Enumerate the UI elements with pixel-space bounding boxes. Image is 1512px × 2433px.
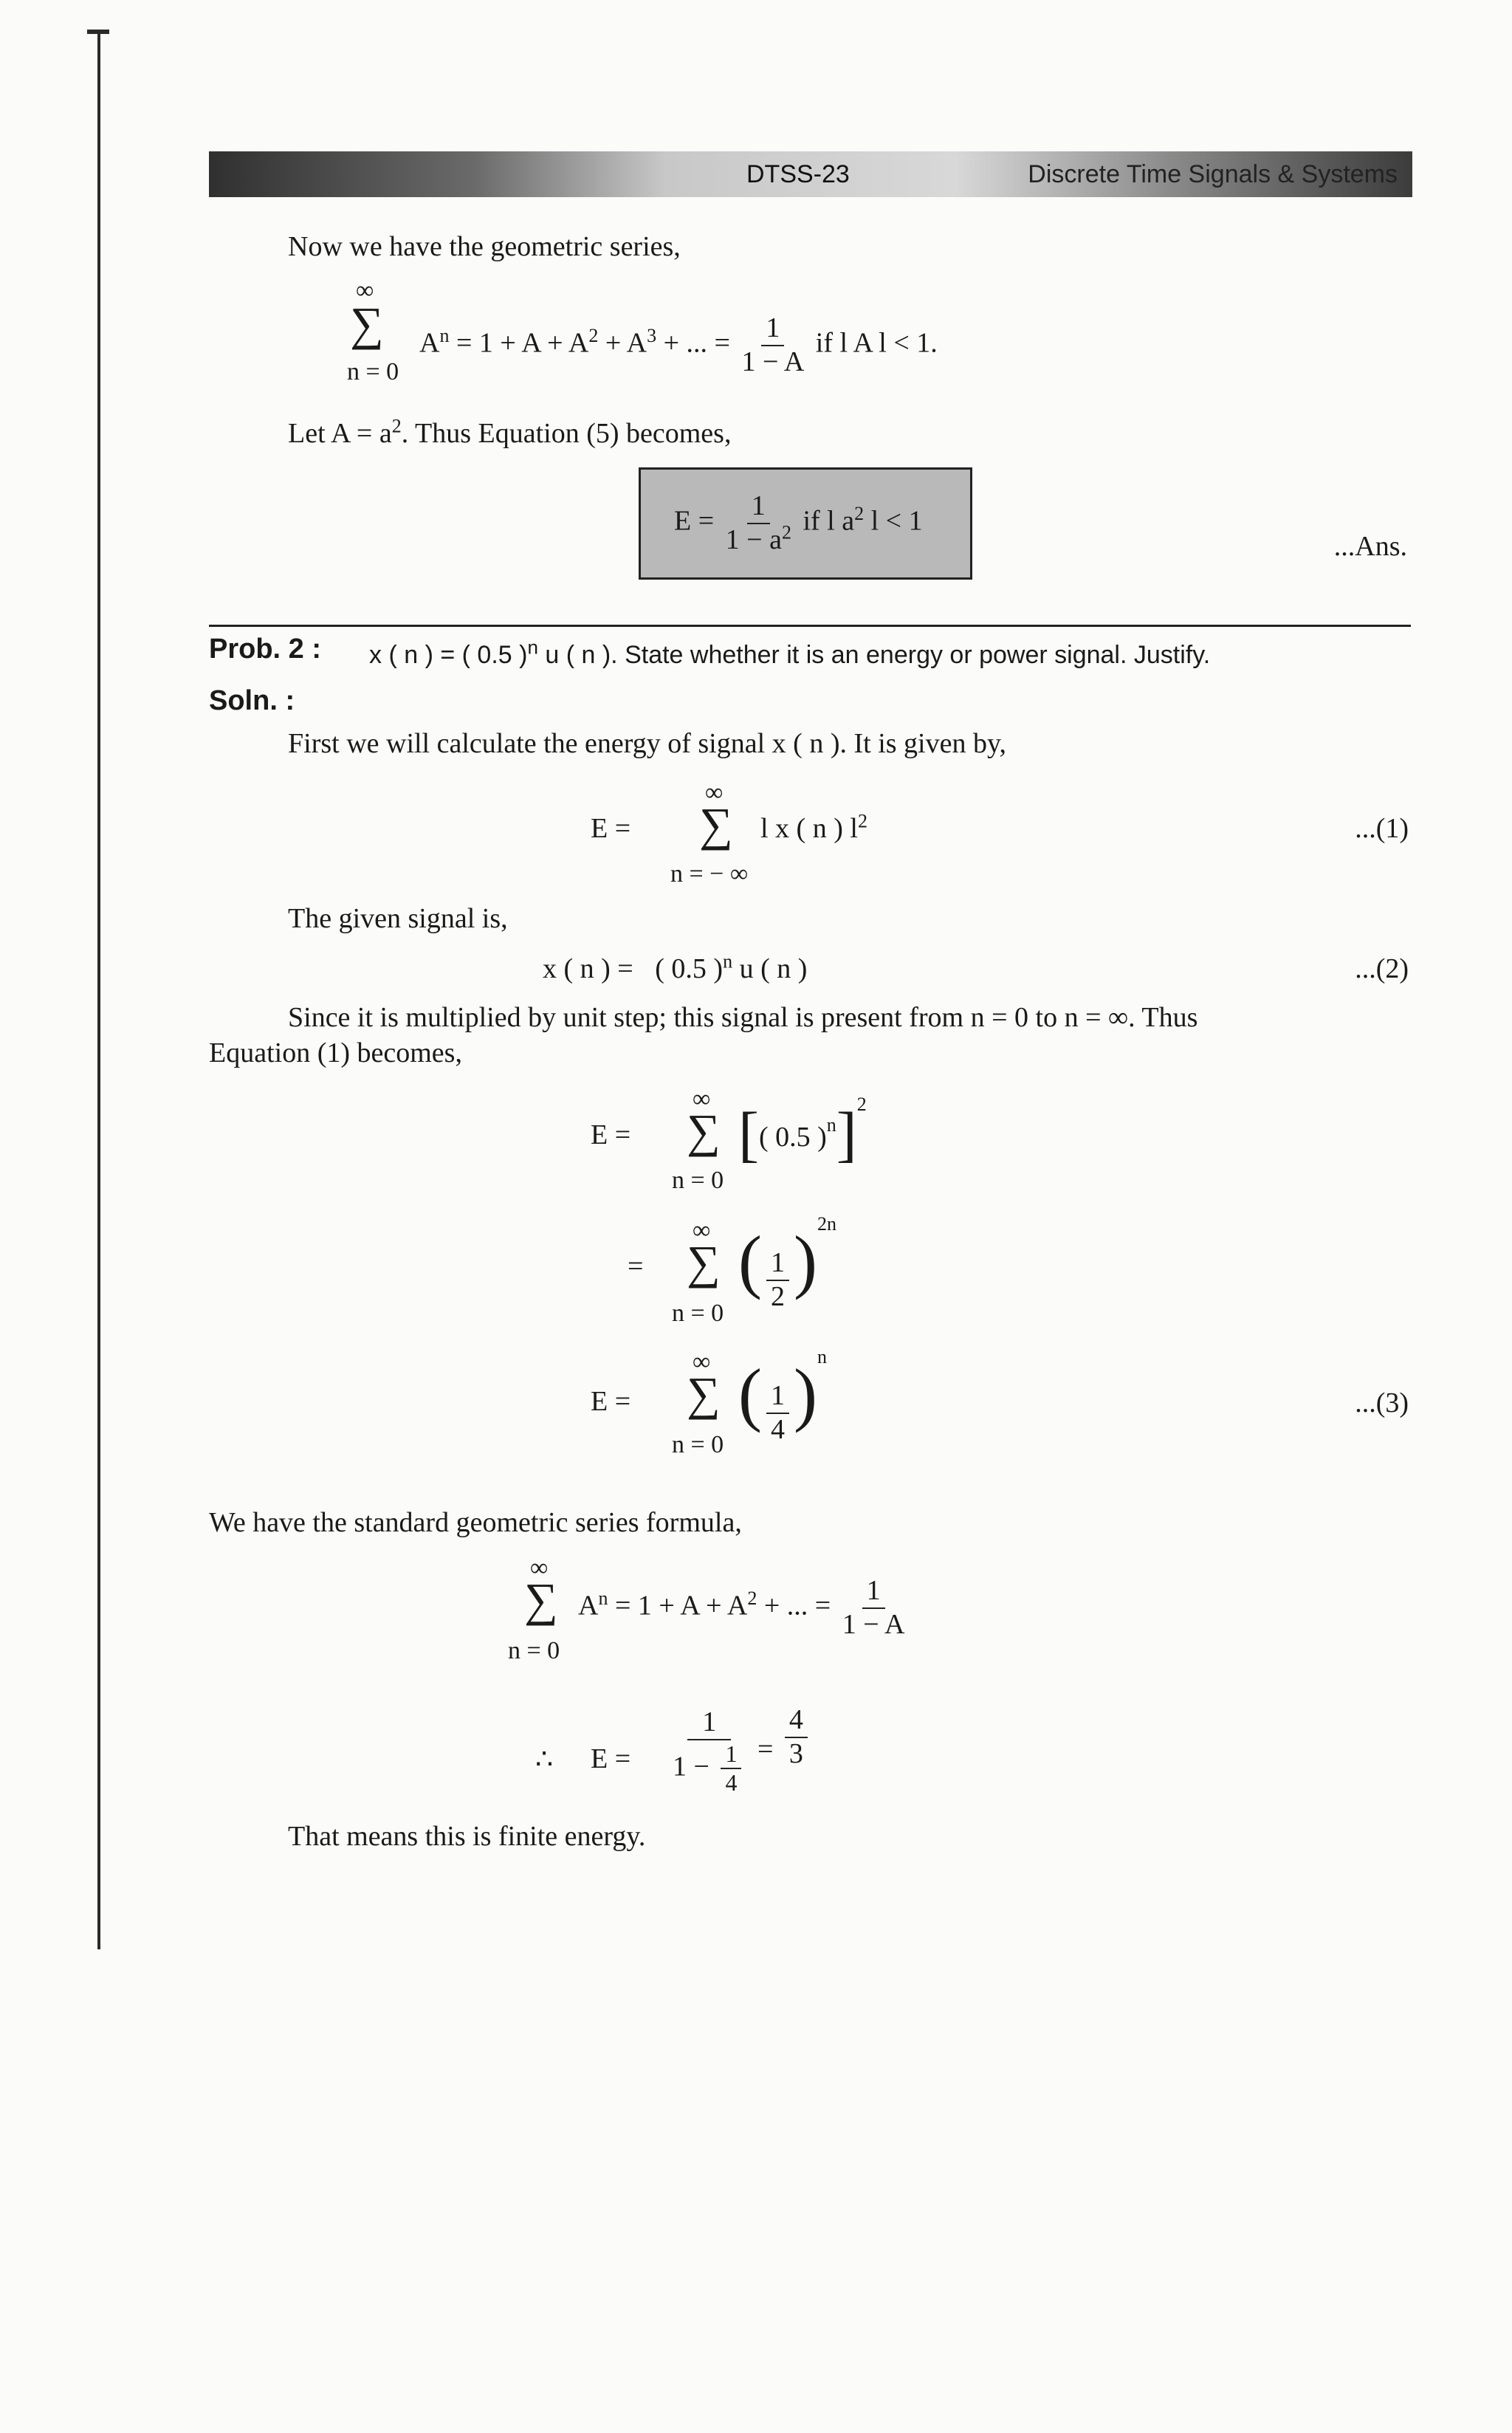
final-den-a: 1 − <box>673 1750 709 1782</box>
sigma-icon: ∑ <box>699 798 733 851</box>
boxed-result <box>639 467 972 580</box>
prob-statement-a: x ( n ) = ( 0.5 ) <box>369 641 528 669</box>
std-term: A <box>578 1590 599 1622</box>
header-chapter-title: Discrete Time Signals & Systems <box>1028 160 1398 188</box>
eq3c-lhs: E = <box>591 1386 631 1417</box>
series-formula <box>347 277 1011 402</box>
series-term: A <box>419 327 440 359</box>
eq2-rhs-exp: n <box>723 950 733 972</box>
eq1-term-a: l x ( n ) l <box>760 813 858 844</box>
sigma-icon: ∑ <box>350 298 384 350</box>
boxed-lhs: E = <box>674 505 715 537</box>
eq3c-term <box>738 1346 827 1445</box>
sigma-icon: ∑ <box>687 1105 721 1157</box>
eq1-number: ...(1) <box>1355 813 1409 844</box>
eq3b-upper-limit: ∞ <box>693 1217 711 1244</box>
final-result-fraction <box>785 1706 808 1769</box>
eq3b-numerator: 1 <box>766 1249 789 1281</box>
eq3b-term <box>738 1213 836 1312</box>
final-equals: = <box>757 1734 774 1765</box>
eq1-lower-limit: n = − ∞ <box>670 860 749 888</box>
eq3c-upper-limit: ∞ <box>693 1348 711 1376</box>
soln-line1: First we will calculate the energy of signal x ( n ). It is given by, <box>288 728 1006 759</box>
std-text: We have the standard geometric series formula, <box>209 1507 742 1538</box>
eq3c-exp: n <box>817 1346 827 1368</box>
intro-text: Now we have the geometric series, <box>288 231 681 262</box>
boxed-cond-b: l < 1 <box>870 505 923 537</box>
right-paren-icon: ) <box>793 1221 817 1300</box>
boxed-cond-a: if l a <box>803 505 855 537</box>
eq3b-lhs: = <box>628 1251 644 1282</box>
header-page-code: DTSS-23 <box>746 160 850 188</box>
eq1-term <box>760 812 867 845</box>
series-expansion-b: + A <box>605 327 647 359</box>
ans-label: ...Ans. <box>1333 531 1407 562</box>
eq2-rhs-b: u ( n ) <box>739 953 808 984</box>
final-lhs: E = <box>591 1743 631 1774</box>
series-term-exp: n <box>439 324 450 346</box>
energy-step-1 <box>591 1085 960 1204</box>
left-bracket-icon: [ <box>738 1100 759 1169</box>
boxed-equation <box>674 492 923 555</box>
final-expression <box>668 1706 812 1796</box>
binding-tick <box>87 30 109 34</box>
boxed-numerator: 1 <box>747 492 770 524</box>
sigma-icon: ∑ <box>524 1574 558 1626</box>
eq2-lhs: x ( n ) = <box>543 953 633 984</box>
eq3c-fraction <box>766 1382 789 1445</box>
standard-series <box>508 1554 1025 1672</box>
final-result-numerator: 4 <box>785 1706 808 1738</box>
eq1-upper-limit: ∞ <box>705 779 724 806</box>
let-text-exp: 2 <box>391 415 402 437</box>
prob-statement-exp: n <box>527 636 538 659</box>
series-condition: if l A l < 1. <box>815 327 938 359</box>
given-text: The given signal is, <box>288 903 508 934</box>
let-text-a: Let A = a <box>288 418 392 449</box>
eq3a-inner-exp: n <box>826 1114 836 1136</box>
eq3c-numerator: 1 <box>766 1382 789 1414</box>
final-fraction <box>673 1708 746 1796</box>
exp-3: 3 <box>647 324 657 346</box>
eq3a-term <box>738 1094 867 1169</box>
eq3a-lower-limit: n = 0 <box>672 1167 724 1194</box>
let-text <box>288 417 731 450</box>
series-expansion-a: = 1 + A + A <box>456 327 589 359</box>
right-bracket-icon: ] <box>836 1100 857 1169</box>
series-expansion-c: + ... = <box>663 327 730 359</box>
sigma-icon: ∑ <box>687 1236 721 1288</box>
conclusion-text: That means this is finite energy. <box>288 1821 646 1852</box>
boxed-den-a: 1 − a <box>725 524 782 555</box>
final-den-denominator: 4 <box>725 1769 738 1797</box>
since-line1: Since it is multiplied by unit step; this signal is present from n = 0 to n = ∞. Thus <box>288 1002 1198 1033</box>
std-eq-b: + ... = <box>763 1590 831 1622</box>
prob-statement <box>369 636 1211 670</box>
sigma-icon: ∑ <box>687 1368 721 1420</box>
eq3c-denominator: 4 <box>770 1413 785 1445</box>
binding-line <box>97 30 100 1949</box>
energy-step-3 <box>591 1348 960 1466</box>
eq3a-inner-a: ( 0.5 ) <box>758 1122 827 1153</box>
eq3b-denominator: 2 <box>770 1280 785 1312</box>
final-den-fraction <box>721 1742 741 1796</box>
header-bar <box>209 151 1412 197</box>
left-paren-icon: ( <box>738 1221 762 1300</box>
let-text-b: . Thus Equation (5) becomes, <box>401 418 732 449</box>
eq1-term-exp: 2 <box>857 810 867 832</box>
std-eq-exp: 2 <box>747 1587 757 1609</box>
std-denominator: 1 − A <box>842 1608 905 1640</box>
series-upper-limit: ∞ <box>356 277 374 304</box>
fraction-numerator: 1 <box>761 314 784 346</box>
eq3b-fraction <box>766 1249 789 1312</box>
boxed-den-exp: 2 <box>781 521 791 543</box>
final-numerator: 1 <box>687 1708 731 1740</box>
series-fraction <box>742 314 805 377</box>
soln-label: Soln. : <box>209 685 295 716</box>
energy-step-2 <box>591 1213 960 1335</box>
prob-statement-b: u ( n ). State whether it is an energy or power signal. Justify. <box>545 641 1211 669</box>
left-paren-icon: ( <box>738 1354 762 1433</box>
boxed-fraction <box>726 492 791 555</box>
eq3b-exp: 2n <box>817 1213 836 1235</box>
std-numerator: 1 <box>862 1576 885 1609</box>
therefore-symbol: ∴ <box>535 1744 554 1775</box>
std-term-exp: n <box>598 1587 608 1609</box>
eq3b-lower-limit: n = 0 <box>672 1300 724 1327</box>
boxed-denominator <box>725 521 791 555</box>
series-lower-limit: n = 0 <box>347 358 399 385</box>
energy-definition <box>591 779 1034 897</box>
std-expansion <box>578 1576 910 1640</box>
final-denominator <box>673 1740 746 1796</box>
final-result-denominator: 3 <box>788 1737 803 1769</box>
final-den-numerator: 1 <box>721 1742 741 1770</box>
eq3-number: ...(3) <box>1355 1387 1409 1418</box>
std-eq-a: = 1 + A + A <box>614 1590 748 1622</box>
right-paren-icon: ) <box>793 1354 817 1433</box>
eq3a-outer-exp: 2 <box>856 1094 867 1115</box>
eq2-number: ...(2) <box>1355 953 1409 984</box>
since-line2: Equation (1) becomes, <box>209 1037 462 1068</box>
section-divider <box>209 625 1411 627</box>
std-upper-limit: ∞ <box>530 1554 549 1582</box>
signal-equation <box>543 950 808 985</box>
exp-2: 2 <box>588 324 599 346</box>
series-expansion <box>419 314 938 377</box>
boxed-cond-exp: 2 <box>854 502 865 524</box>
eq2-rhs-a: ( 0.5 ) <box>655 953 724 984</box>
eq3a-upper-limit: ∞ <box>693 1085 711 1113</box>
eq3c-lower-limit: n = 0 <box>672 1431 724 1458</box>
std-lower-limit: n = 0 <box>508 1637 560 1664</box>
std-fraction <box>842 1576 905 1640</box>
prob-label: Prob. 2 : <box>209 634 322 665</box>
fraction-denominator: 1 − A <box>741 346 805 377</box>
final-result <box>535 1706 904 1816</box>
eq1-lhs: E = <box>591 813 631 844</box>
eq3a-lhs: E = <box>591 1119 631 1150</box>
